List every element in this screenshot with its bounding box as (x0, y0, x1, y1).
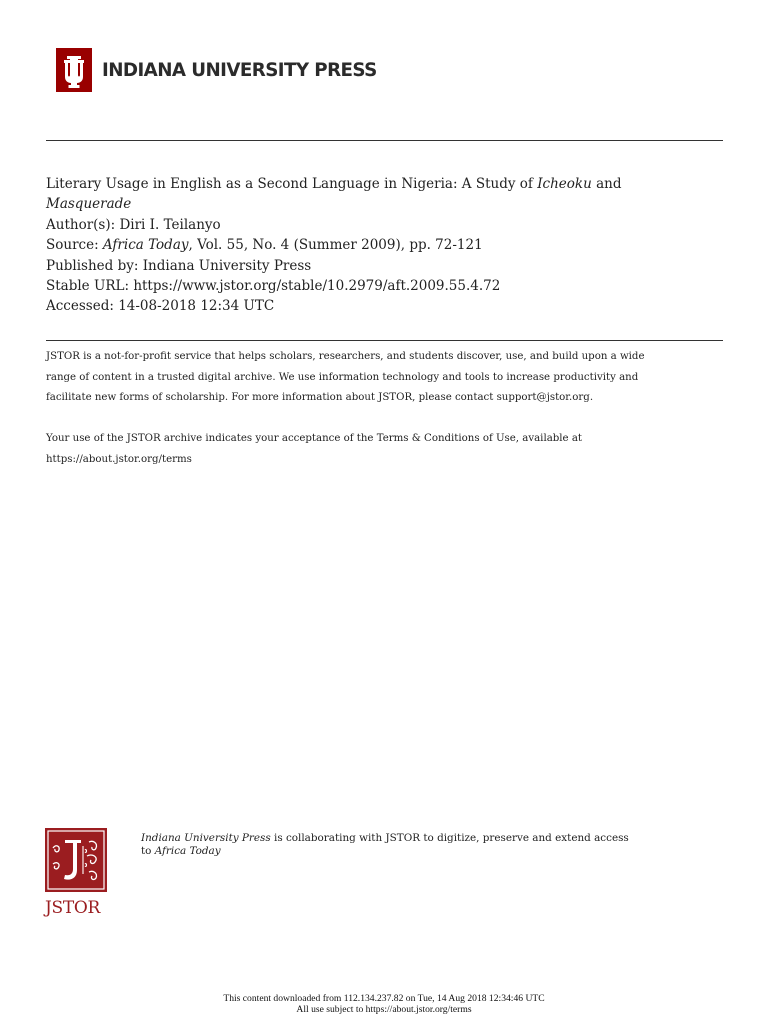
notice-line: Your use of the JSTOR archive indicates your acceptance of the Terms & Conditions of Use, available at (46, 433, 582, 445)
jstor-wordmark: JSTOR (45, 898, 101, 918)
article-title-italic-icheoku: Icheoku (537, 176, 592, 192)
accessed-line (46, 296, 726, 316)
article-title-text-and: and (591, 176, 622, 192)
collaboration-text: is collaborating with JSTOR to digitize, preserve and extend access (270, 832, 629, 844)
middle-divider (46, 340, 723, 341)
stable-url-link[interactable]: https://www.jstor.org/stable/10.2979/aft.2009.55.4.72 (133, 278, 501, 295)
article-title-line-1 (46, 174, 726, 194)
authors-line (46, 215, 726, 235)
accessed-label: Accessed: (46, 298, 119, 315)
collaboration-line-2 (141, 845, 741, 858)
source-line (46, 235, 726, 255)
terms-footer: All use subject to https://about.jstor.org/terms (296, 1003, 472, 1015)
collaboration-text-to: to (141, 845, 155, 857)
authors-label: Author(s): (46, 216, 120, 233)
notice-line: facilitate new forms of scholarship. For more information about JSTOR, please contact support@jstor.org. (46, 392, 594, 404)
authors-value: Diri I. Teilanyo (119, 216, 221, 233)
notice-paragraph-terms (46, 429, 726, 470)
source-label: Source: (46, 237, 103, 254)
stable-url-line (46, 276, 726, 296)
collaboration-statement (141, 832, 741, 858)
jstor-logo (45, 828, 107, 918)
article-title-italic-masquerade: Masquerade (46, 196, 132, 213)
accessed-value: 14-08-2018 12:34 UTC (118, 298, 275, 315)
collaboration-publisher: Indiana University Press (141, 832, 271, 844)
publisher-name: INDIANA UNIVERSITY PRESS (102, 59, 377, 81)
notice-line: range of content in a trusted digital archive. We use information technology and tools to increase productivity and (46, 371, 639, 383)
publisher-logo (56, 48, 388, 92)
article-title-line-2 (46, 194, 726, 214)
jstor-notice (46, 347, 726, 471)
published-by-label: Published by: (46, 257, 143, 274)
jstor-seal-icon (45, 828, 107, 892)
source-journal: Africa Today (102, 237, 189, 254)
paragraph-gap (46, 409, 726, 430)
download-footer (0, 994, 768, 1015)
download-info: This content downloaded from 112.134.237.82 on Tue, 14 Aug 2018 12:34:46 UTC (223, 993, 545, 1004)
published-by-line (46, 256, 726, 276)
collaboration-line-1 (141, 832, 741, 845)
citation-block (46, 174, 726, 317)
stable-url-label: Stable URL: (46, 278, 134, 295)
collaboration-journal: Africa Today (154, 845, 221, 857)
notice-line: JSTOR is a not-for-profit service that helps scholars, researchers, and students discover, use, and build upon a wide (46, 351, 645, 362)
notice-paragraph-about (46, 347, 726, 409)
terms-link[interactable]: https://about.jstor.org/terms (46, 453, 192, 465)
source-details: , Vol. 55, No. 4 (Summer 2009), pp. 72-121 (188, 237, 483, 254)
indiana-university-trident-icon (56, 48, 92, 92)
article-title-text: Literary Usage in English as a Second Language in Nigeria: A Study of (46, 176, 538, 192)
top-divider (46, 140, 723, 141)
published-by-value: Indiana University Press (142, 257, 312, 274)
